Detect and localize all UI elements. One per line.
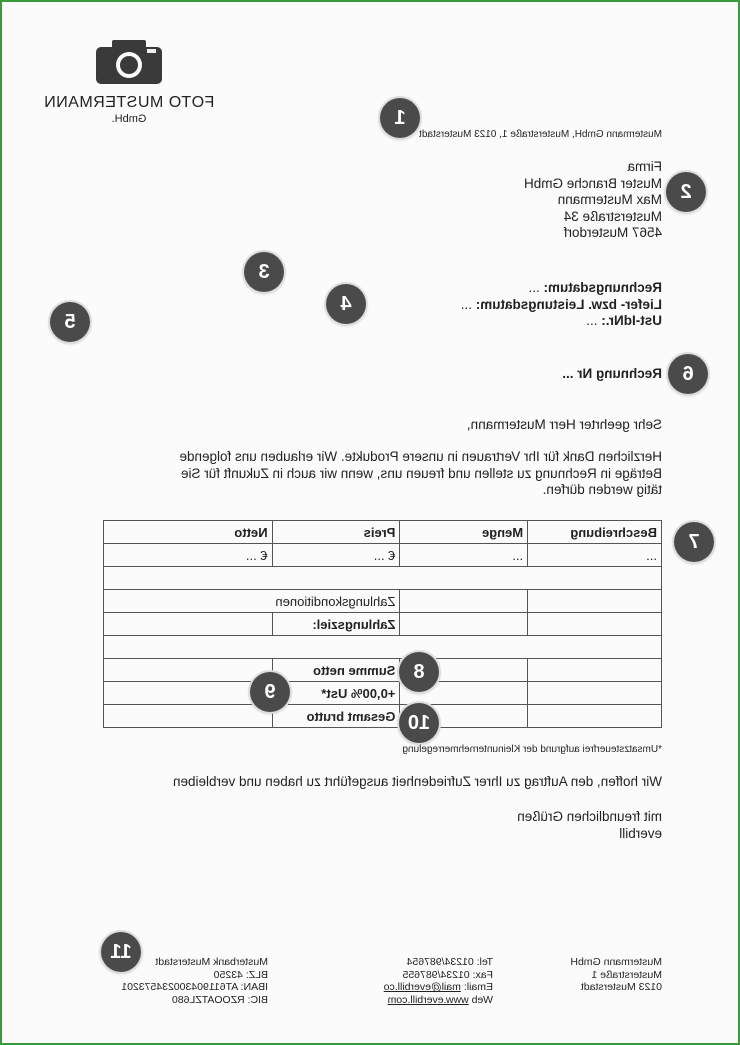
payment-conditions: Zahlungskonditionen [104, 590, 400, 613]
table-row [104, 544, 662, 567]
footer-address [570, 956, 662, 994]
body-line: Herzlichen Dank für Ihr Vertrauen in unsere Produkte. Wir erlauben uns folgende [179, 449, 662, 464]
footer-line: 0123 Musterstadt [580, 981, 662, 993]
cell-description: ... [528, 544, 662, 567]
table-spacer-row [104, 567, 662, 590]
greeting-line: mit freundlichen Grüßen [517, 809, 662, 824]
badge-8: 8 [399, 652, 439, 692]
table-total-row [104, 705, 662, 728]
footer-line: Mustermann GmbH [570, 956, 662, 968]
badge-9: 9 [250, 672, 290, 712]
closing-text: Wir hoffen, den Auftrag zu Ihrer Zufriedenheit ausgeführt zu haben und verbleiben [172, 774, 662, 789]
table-spacer-row [104, 636, 662, 659]
footer-contact [384, 956, 493, 1006]
header-net: Netto [104, 521, 273, 544]
footer-line: Musterstraße 1 [591, 968, 662, 981]
badge-7: 7 [674, 522, 714, 562]
footer-tel: Tel: 01234/987654 [406, 956, 493, 968]
company-name: FOTO MUSTERMANN [43, 94, 215, 111]
meta-invoice-date: Rechnungsdatum: ... [528, 280, 662, 295]
footer-line: BIC: RZOOATZL680 [171, 993, 268, 1006]
table-sum-row [104, 659, 662, 682]
badge-5: 5 [50, 302, 90, 342]
company-suffix: GmbH. [111, 113, 147, 125]
invoice-meta [461, 280, 662, 330]
greeting [517, 809, 662, 842]
footer-bank [121, 956, 268, 1006]
badge-10: 10 [399, 703, 439, 743]
cell-price: € ... [272, 544, 400, 567]
table-due-row [104, 613, 662, 636]
recipient-line: Musterstraße 34 [563, 208, 662, 224]
recipient-line: Max Mustermann [557, 192, 662, 207]
footer-line: Musterbank Musterstadt [155, 956, 268, 968]
table-vat-row [104, 682, 662, 705]
sum-net: Summe netto [272, 659, 400, 682]
body-line: Beträge in Rechnung zu stellen und freuen uns, wenn wir auch in Zukunft für Sie [180, 465, 662, 481]
body-line: tätig werden dürfen. [542, 482, 662, 497]
mirrored-invoice [2, 2, 738, 1043]
email-link[interactable]: mail@everbill.co [383, 981, 461, 993]
meta-delivery-date: Liefer- bzw. Leistungsdatum: ... [460, 296, 662, 312]
header-description: Beschreibung [528, 521, 662, 544]
badge-3: 3 [244, 252, 284, 292]
badge-1: 1 [380, 98, 420, 138]
badge-11: 11 [101, 932, 141, 972]
recipient-address [524, 159, 662, 242]
footer-line: IBAN: AT611904300234573201 [121, 981, 268, 993]
cell-quantity: ... [400, 544, 528, 567]
signature-name: everbill [619, 825, 662, 841]
body-text [102, 449, 662, 499]
table-header-row [104, 521, 662, 544]
recipient-line: Muster Branche GmbH [523, 175, 662, 191]
vat-note: *Umsatzsteuerfrei aufgrund der Kleinunternehmerregelung [402, 744, 662, 755]
table-conditions-row [104, 590, 662, 613]
recipient-line: Firma [627, 159, 662, 174]
salutation: Sehr geehrter Herr Mustermann, [466, 417, 662, 432]
footer-web-row: Web www.everbill.com [387, 993, 493, 1006]
web-link[interactable]: www.everbill.com [387, 993, 469, 1006]
payment-due: Zahlungsziel: [272, 613, 400, 636]
logo [34, 38, 224, 128]
total-gross: Gesamt brutto [272, 705, 400, 728]
meta-vat-id: Ust-IdNr.: ... [586, 313, 662, 328]
invoice-table [103, 520, 662, 728]
vat-rate: +0,00% Ust* [272, 682, 400, 705]
recipient-line: 4567 Musterdorf [563, 225, 662, 240]
cell-net: € ... [104, 544, 273, 567]
badge-4: 4 [326, 284, 366, 324]
badge-6: 6 [668, 354, 708, 394]
sender-line: Mustermann GmbH, Musterstraße 1, 0123 Musterstadt [419, 129, 662, 140]
camera-icon [96, 40, 162, 84]
header-price: Preis [272, 521, 400, 544]
footer-email-row: Email: mail@everbill.co [383, 981, 493, 993]
badge-2: 2 [666, 172, 706, 212]
footer-fax: Fax: 01234/987655 [402, 968, 493, 981]
footer-line: BLZ: 43250 [213, 968, 268, 981]
invoice-title: Rechnung Nr ... [562, 366, 662, 381]
header-quantity: Menge [400, 521, 528, 544]
